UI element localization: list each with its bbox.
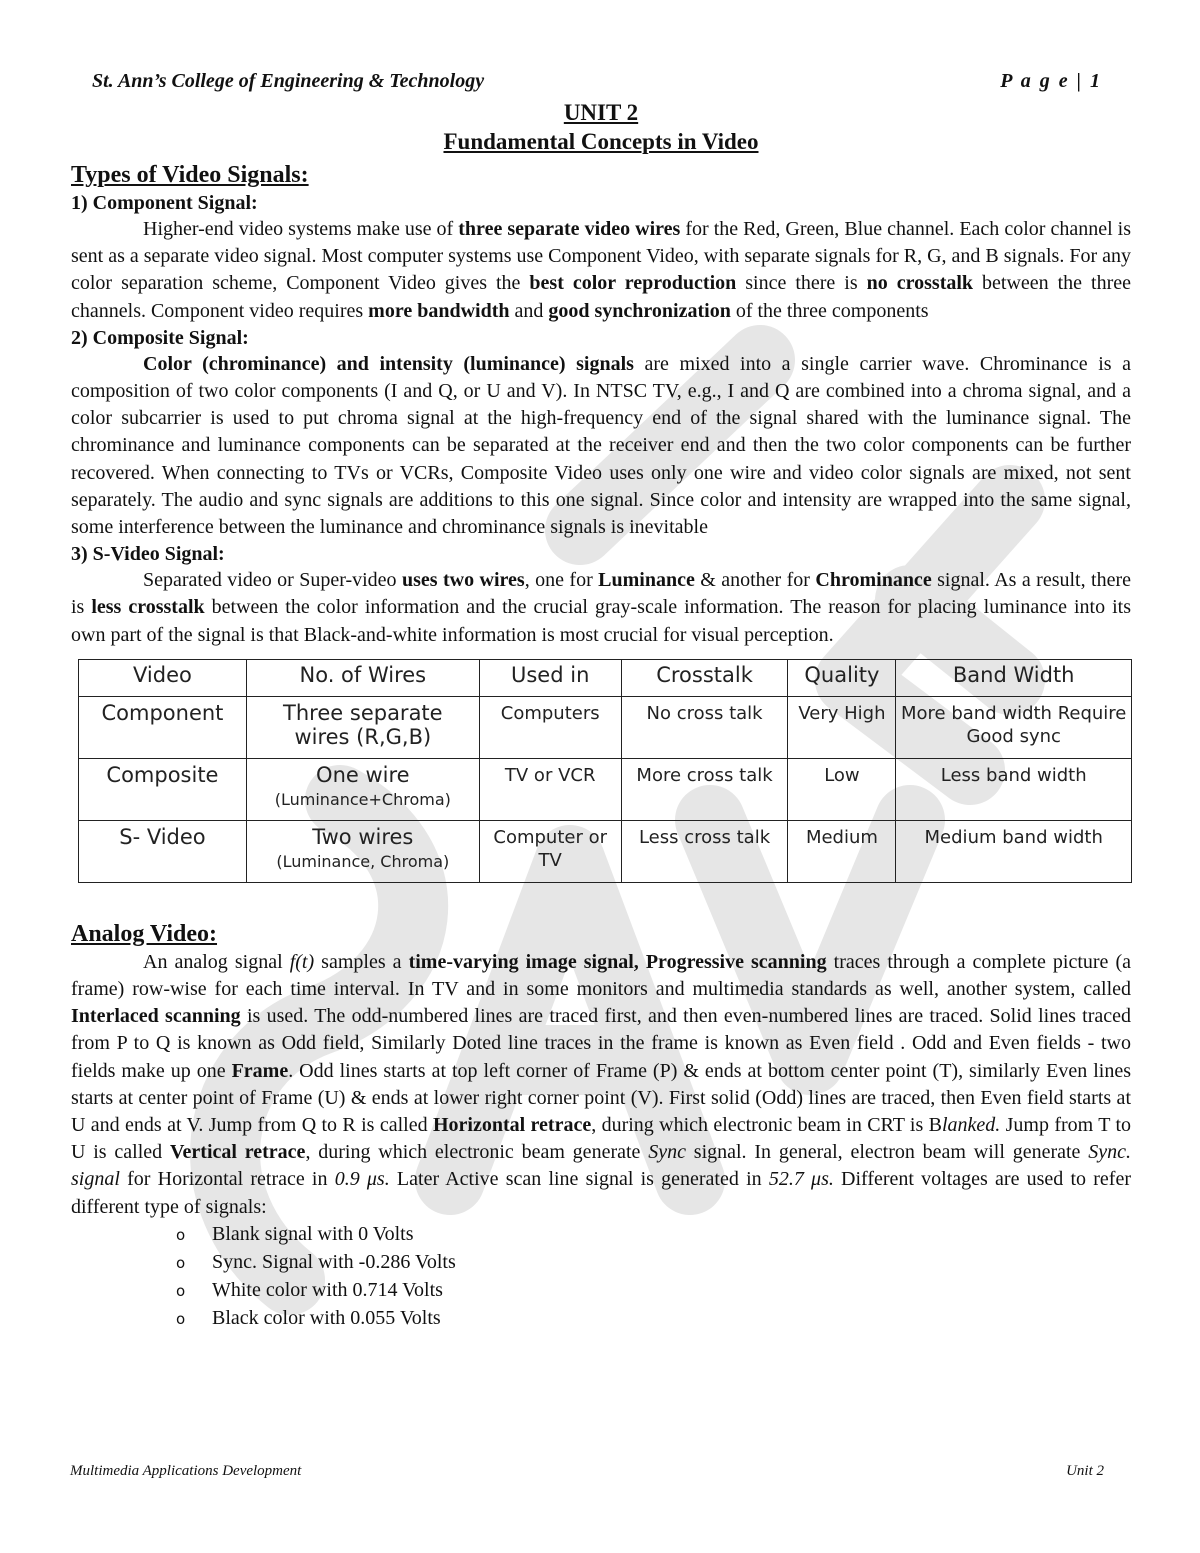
page-header bbox=[71, 70, 1131, 98]
bullet-circle-icon: o bbox=[176, 1282, 186, 1301]
page-number: P a g e | 1 bbox=[1000, 70, 1102, 92]
footer-unit: Unit 2 bbox=[1066, 1463, 1104, 1479]
wires-main: Three separate bbox=[283, 700, 443, 725]
bullet-circle-icon: o bbox=[176, 1225, 186, 1244]
table-cell bbox=[246, 758, 479, 820]
table-header: No. of Wires bbox=[246, 659, 479, 696]
table-header: Quality bbox=[788, 659, 896, 696]
table-cell: Very High bbox=[788, 696, 896, 758]
table-cell bbox=[246, 820, 479, 882]
wires-main: Two wires bbox=[312, 824, 414, 849]
composite-paragraph: Color (chrominance) and intensity (luminance) signals are mixed into a single carrier wave. Chrominance is a composition of two color components (I and Q, or U and V). In NTSC TV, e.g., I and Q are combined into a chroma signal, and a color subcarrier is used to put chroma signal at the high-frequency end of the signal shared with the luminance signal. The chrominance and luminance components can be separated at the receiver end and then the two color components can be further recovered. When connecting to TVs or VCRs, Composite Video uses only one wire and video color signals are mixed, not sent separately. The audio and sync signals are additions to this one signal. Since color and intensity are wrapped into the same signal, some interference between the luminance and chrominance signals is inevitable bbox=[71, 352, 1131, 539]
college-name: St. Ann’s College of Engineering & Technology bbox=[92, 70, 485, 92]
table-row bbox=[79, 820, 1132, 882]
composite-heading: 2) Composite Signal: bbox=[71, 326, 249, 349]
svideo-heading: 3) S-Video Signal: bbox=[71, 543, 225, 566]
wires-sub: (Luminance, Chroma) bbox=[276, 851, 450, 871]
table-cell: Less cross talk bbox=[621, 820, 788, 882]
list-item: o Black color with 0.055 Volts bbox=[176, 1305, 1131, 1333]
voltage-list bbox=[71, 1221, 1131, 1334]
types-heading: Types of Video Signals: bbox=[71, 162, 309, 188]
table-cell: Medium bbox=[788, 820, 896, 882]
bullet-circle-icon: o bbox=[176, 1254, 186, 1273]
component-heading: 1) Component Signal: bbox=[71, 192, 258, 214]
page-footer bbox=[70, 1463, 1104, 1480]
table-cell: More band width Require Good sync bbox=[896, 696, 1132, 758]
table-cell: No cross talk bbox=[621, 696, 788, 758]
table-cell: Composite bbox=[79, 758, 247, 820]
table-cell: Computer or TV bbox=[479, 820, 621, 882]
wires-sub: (Luminance+Chroma) bbox=[274, 789, 451, 809]
table-header: Crosstalk bbox=[621, 659, 788, 696]
table-cell: Component bbox=[79, 696, 247, 758]
table-row bbox=[79, 758, 1132, 820]
list-item: o Blank signal with 0 Volts bbox=[176, 1221, 1131, 1249]
chapter-title: Fundamental Concepts in Video bbox=[443, 129, 759, 154]
svideo-paragraph: Separated video or Super-video uses two wires, one for Luminance & another for Chrominance signal. As a result, there is less crosstalk between the color information and the crucial gray-scale information. The reason for placing luminance into its own part of the signal is that Black-and-white information is most crucial for visual perception. bbox=[71, 569, 1131, 646]
table-cell bbox=[246, 696, 479, 758]
unit-title: UNIT 2 bbox=[563, 100, 639, 125]
table-header: Video bbox=[79, 659, 247, 696]
analog-paragraph: An analog signal f(t) samples a time-varying image signal, Progressive scanning traces through a complete picture (a frame) row-wise for each time interval. In TV and in some monitors and multimedia standards as well, another system, called Interlaced scanning is used. The odd-numbered lines are traced first, and then even-numbered lines are traced. Solid lines traced from P to Q is known as Odd field, Similarly Doted line traces in the frame is known as Even field . Odd and Even fields - two fields make up one Frame. Odd lines starts at top left corner of Frame (P) & ends at bottom center point (T), similarly Even lines starts at center point of Frame (U) & ends at lower right corner point (V). First solid (Odd) lines are traced, then Even field starts at U and ends at V. Jump from Q to R is called Horizontal retrace, during which electronic beam in CRT is Blanked. Jump from T to U is called Vertical retrace, during which electronic beam generate Sync signal. In general, electron beam will generate Sync. signal for Horizontal retrace in 0.9 μs. Later Active scan line signal is generated in 52.7 μs. Different voltages are used to refer different type of signals: bbox=[71, 950, 1132, 1218]
wires-sub: wires (R,G,B) bbox=[294, 724, 432, 749]
table-cell: More cross talk bbox=[621, 758, 788, 820]
footer-course: Multimedia Applications Development bbox=[70, 1463, 302, 1479]
wires-main: One wire bbox=[316, 762, 410, 787]
table-cell: Medium band width bbox=[896, 820, 1132, 882]
bullet-circle-icon: o bbox=[176, 1310, 186, 1329]
list-item: o Sync. Signal with -0.286 Volts bbox=[176, 1249, 1131, 1277]
list-item: o White color with 0.714 Volts bbox=[176, 1277, 1131, 1305]
table-cell: Low bbox=[788, 758, 896, 820]
table-cell: Less band width bbox=[896, 758, 1132, 820]
table-row bbox=[79, 696, 1132, 758]
table-cell: TV or VCR bbox=[479, 758, 621, 820]
table-cell: S- Video bbox=[79, 820, 247, 882]
comparison-table bbox=[78, 659, 1132, 883]
table-cell: Computers bbox=[479, 696, 621, 758]
analog-heading: Analog Video: bbox=[71, 920, 218, 947]
table-header: Band Width bbox=[896, 659, 1132, 696]
table-header: Used in bbox=[479, 659, 621, 696]
component-paragraph: Higher-end video systems make use of three separate video wires for the Red, Green, Blue channel. Each color channel is sent as a separate video signal. Most computer systems use Component Video, with separate signals for R, G, and B signals. For any color separation scheme, Component Video gives the best color reproduction since there is no crosstalk between the three channels. Component video requires more bandwidth and good synchronization of the three components bbox=[71, 218, 1132, 322]
